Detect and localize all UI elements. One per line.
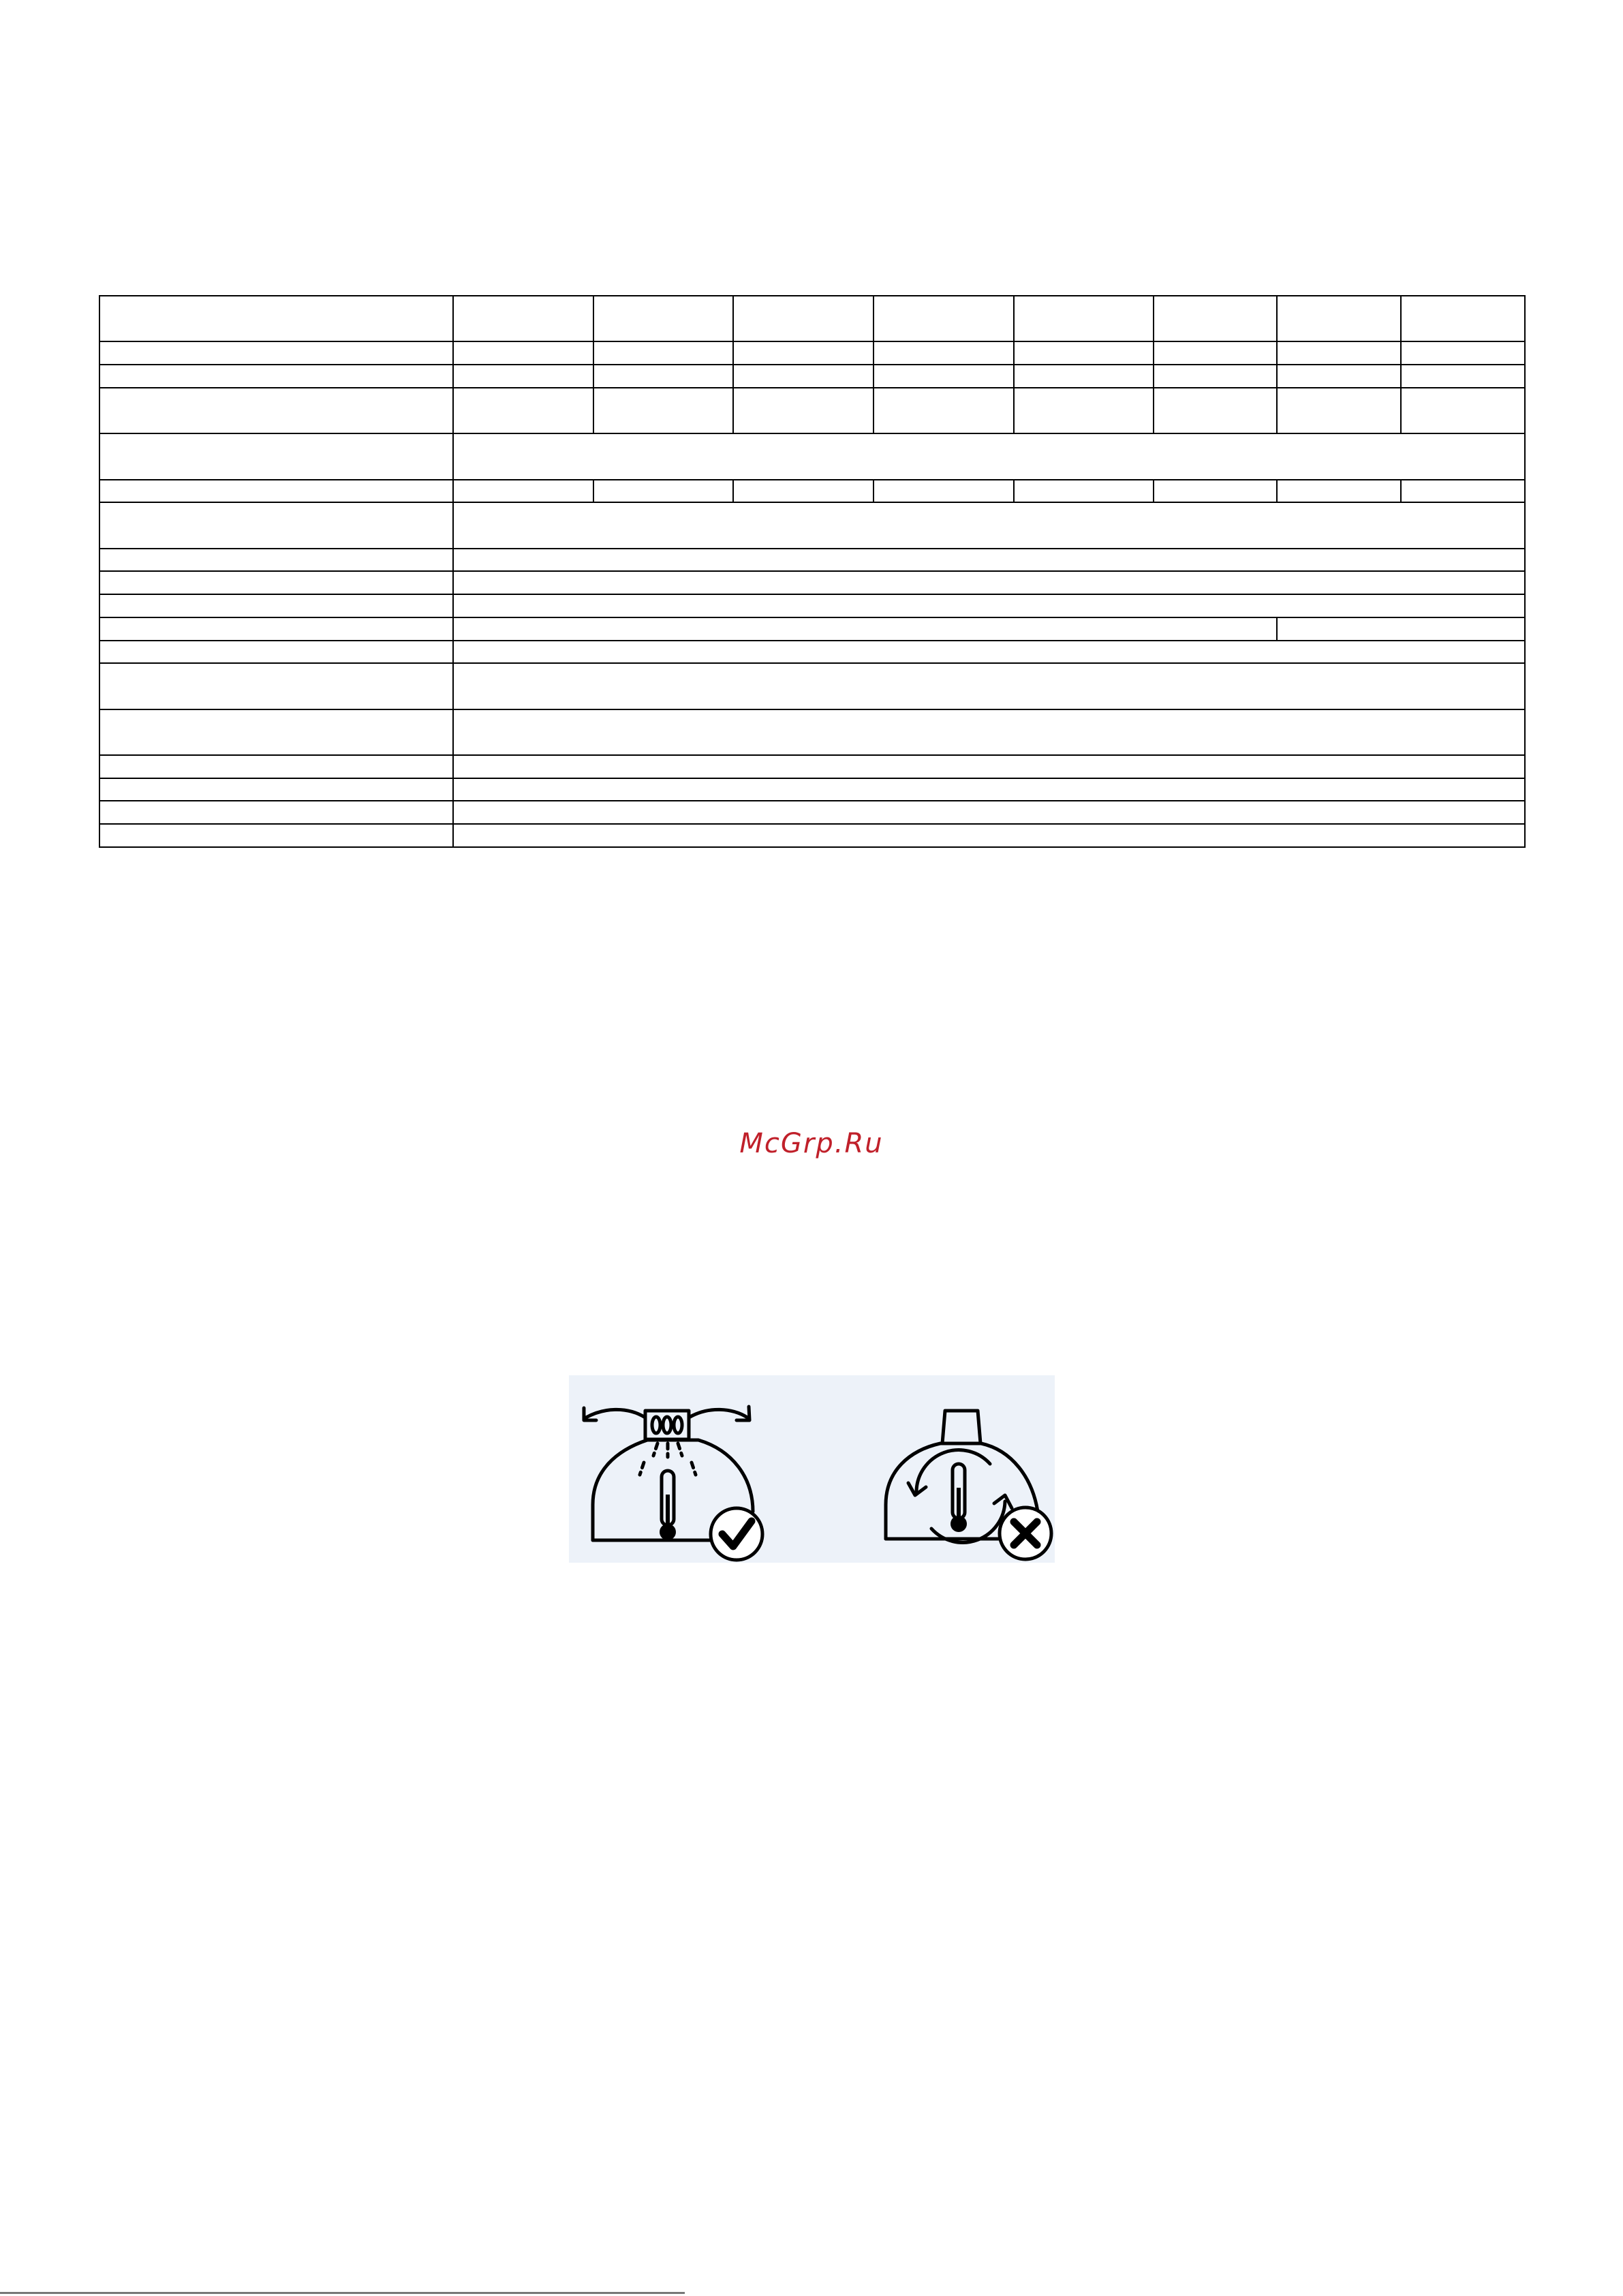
table-cell — [1014, 365, 1154, 388]
table-cell — [1154, 388, 1277, 433]
table-row — [99, 617, 1525, 641]
table-cell — [1277, 341, 1401, 365]
table-row — [99, 824, 1525, 847]
table-cell — [99, 824, 453, 847]
table-cell — [1154, 296, 1277, 341]
table-header-row — [99, 296, 1525, 341]
table-row — [99, 480, 1525, 503]
table-cell — [1154, 365, 1277, 388]
table-row — [99, 341, 1525, 365]
table-cell — [733, 480, 874, 503]
table-row — [99, 571, 1525, 594]
cooking-illustration — [569, 1375, 1055, 1563]
thermometer-icon — [950, 1464, 967, 1532]
table-cell — [99, 502, 453, 548]
table-cell — [1401, 365, 1525, 388]
table-row — [99, 433, 1525, 479]
table-cell — [1014, 341, 1154, 365]
table-cell — [99, 641, 453, 664]
table-row — [99, 755, 1525, 778]
table-cell-merged — [453, 571, 1525, 594]
table-cell — [99, 617, 453, 641]
table-cell — [1154, 480, 1277, 503]
table-cell-merged — [453, 594, 1525, 617]
table-row — [99, 502, 1525, 548]
table-cell — [1014, 480, 1154, 503]
cross-icon — [1000, 1507, 1051, 1559]
table-cell — [99, 594, 453, 617]
table-cell — [1401, 341, 1525, 365]
table-row — [99, 641, 1525, 664]
table-cell-merged — [453, 663, 1525, 709]
table-cell — [453, 388, 593, 433]
spec-table — [99, 295, 1526, 848]
table-cell-merged — [453, 617, 1277, 641]
table-cell — [874, 296, 1014, 341]
table-row — [99, 778, 1525, 801]
footer-divider — [0, 2292, 685, 2294]
table-cell — [1401, 296, 1525, 341]
table-row — [99, 709, 1525, 755]
table-cell-merged — [453, 641, 1525, 664]
table-cell-merged — [453, 502, 1525, 548]
table-cell — [99, 663, 453, 709]
table-cell — [874, 341, 1014, 365]
table-row — [99, 549, 1525, 572]
table-cell-merged — [453, 433, 1525, 479]
table-cell — [593, 296, 733, 341]
table-cell — [453, 341, 593, 365]
table-row — [99, 365, 1525, 388]
table-cell — [1277, 296, 1401, 341]
table-cell — [453, 296, 593, 341]
table-cell — [453, 480, 593, 503]
table-cell-merged — [453, 824, 1525, 847]
thermometer-icon — [660, 1471, 676, 1540]
table-cell — [593, 341, 733, 365]
table-cell-merged — [453, 549, 1525, 572]
table-cell — [874, 365, 1014, 388]
table-cell — [99, 571, 453, 594]
table-row — [99, 801, 1525, 824]
table-cell-merged — [453, 755, 1525, 778]
table-cell-merged — [453, 709, 1525, 755]
table-cell — [733, 341, 874, 365]
table-cell — [99, 755, 453, 778]
table-cell — [99, 341, 453, 365]
table-cell — [733, 296, 874, 341]
table-cell — [453, 365, 593, 388]
table-cell — [593, 365, 733, 388]
table-cell — [99, 296, 453, 341]
table-cell — [733, 388, 874, 433]
table-cell — [1401, 480, 1525, 503]
table-cell — [1154, 341, 1277, 365]
table-cell — [1277, 365, 1401, 388]
table-cell — [593, 388, 733, 433]
table-cell-merged — [453, 778, 1525, 801]
table-row — [99, 388, 1525, 433]
table-cell — [874, 388, 1014, 433]
check-icon — [711, 1508, 762, 1560]
table-cell — [874, 480, 1014, 503]
table-cell — [99, 778, 453, 801]
table-cell — [99, 549, 453, 572]
table-cell — [99, 801, 453, 824]
table-cell — [1014, 296, 1154, 341]
table-cell — [99, 388, 453, 433]
table-cell — [99, 709, 453, 755]
table-row — [99, 594, 1525, 617]
table-cell-merged — [453, 801, 1525, 824]
table-cell — [1277, 480, 1401, 503]
table-cell — [733, 365, 874, 388]
table-cell-merged — [1277, 617, 1525, 641]
table-cell — [1277, 388, 1401, 433]
table-cell — [99, 433, 453, 479]
table-cell — [99, 365, 453, 388]
table-cell — [99, 480, 453, 503]
table-row — [99, 663, 1525, 709]
table-cell — [593, 480, 733, 503]
table-cell — [1014, 388, 1154, 433]
table-cell — [1401, 388, 1525, 433]
watermark: McGrp.Ru — [739, 1128, 884, 1159]
